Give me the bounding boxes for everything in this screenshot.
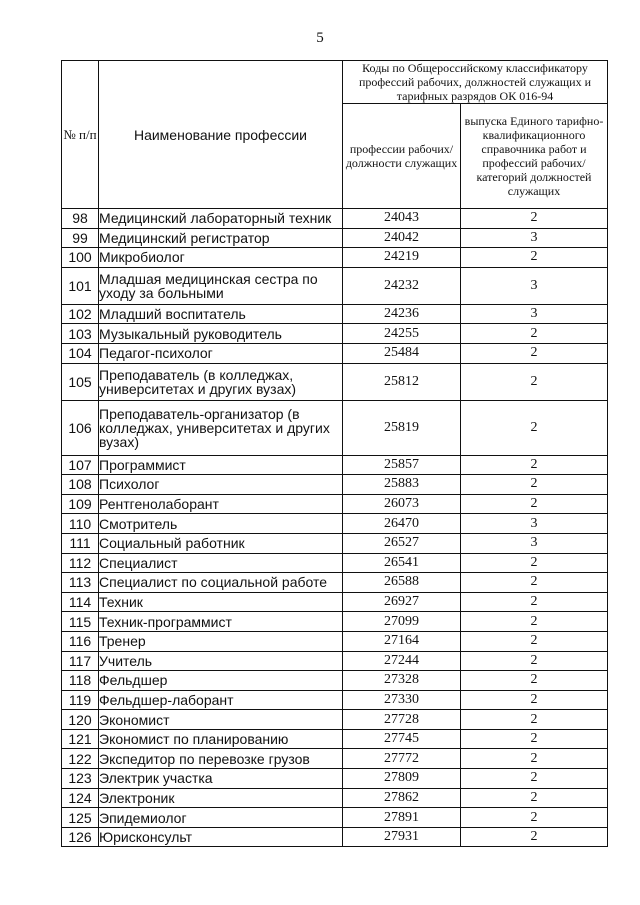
- table-row: [62, 209, 608, 229]
- profession-name: Фельдшер: [99, 671, 343, 691]
- profession-name: Техник-программист: [99, 612, 343, 632]
- table-row: [62, 475, 608, 495]
- row-number: 101: [62, 267, 99, 304]
- profession-code: 27745: [343, 729, 461, 749]
- row-number: 108: [62, 475, 99, 495]
- header-etks-grade: выпуска Единого тарифно-квалификационного справочника работ и профессий рабочих/категорий должностей служащих: [461, 104, 608, 209]
- header-classifier-codes: Коды по Общероссийскому классификатору профессий рабочих, должностей служащих и тарифных разрядов ОК 016-94: [343, 61, 608, 104]
- row-number: 102: [62, 304, 99, 324]
- profession-code: 26588: [343, 573, 461, 593]
- table-row: [62, 592, 608, 612]
- profession-code: 24232: [343, 267, 461, 304]
- profession-name: Специалист по социальной работе: [99, 573, 343, 593]
- table-row: [62, 228, 608, 248]
- profession-code: 27809: [343, 769, 461, 789]
- profession-code: 26541: [343, 553, 461, 573]
- header-profession-name: Наименование профессии: [99, 61, 343, 209]
- profession-name: Младшая медицинская сестра по уходу за больными: [99, 267, 343, 304]
- profession-code: 26527: [343, 533, 461, 553]
- table-row: [62, 769, 608, 789]
- table-row: [62, 710, 608, 730]
- profession-name: Экономист: [99, 710, 343, 730]
- profession-name: Техник: [99, 592, 343, 612]
- profession-code: 26073: [343, 494, 461, 514]
- profession-code: 27772: [343, 749, 461, 769]
- table-row: [62, 363, 608, 400]
- etks-grade: 3: [461, 533, 608, 553]
- row-number: 125: [62, 808, 99, 828]
- etks-grade: 2: [461, 553, 608, 573]
- profession-name: Специалист: [99, 553, 343, 573]
- profession-code: 27891: [343, 808, 461, 828]
- profession-code: 24236: [343, 304, 461, 324]
- table-row: [62, 749, 608, 769]
- row-number: 104: [62, 343, 99, 363]
- profession-name: Программист: [99, 455, 343, 475]
- profession-name: Экспедитор по перевозке грузов: [99, 749, 343, 769]
- table-row: [62, 343, 608, 363]
- table-row: [62, 267, 608, 304]
- profession-code: 27931: [343, 827, 461, 847]
- row-number: 100: [62, 248, 99, 268]
- etks-grade: 2: [461, 749, 608, 769]
- profession-code: 24042: [343, 228, 461, 248]
- table-row: [62, 612, 608, 632]
- row-number: 110: [62, 514, 99, 534]
- profession-code: 27099: [343, 612, 461, 632]
- table-row: [62, 324, 608, 344]
- profession-name: Электроник: [99, 788, 343, 808]
- profession-code: 26470: [343, 514, 461, 534]
- row-number: 109: [62, 494, 99, 514]
- profession-code: 24043: [343, 209, 461, 229]
- row-number: 106: [62, 400, 99, 455]
- row-number: 124: [62, 788, 99, 808]
- header-number: № п/п: [62, 61, 99, 209]
- profession-code: 27728: [343, 710, 461, 730]
- etks-grade: 2: [461, 710, 608, 730]
- profession-name: Музыкальный руководитель: [99, 324, 343, 344]
- profession-code: 27862: [343, 788, 461, 808]
- profession-name: Электрик участка: [99, 769, 343, 789]
- etks-grade: 2: [461, 729, 608, 749]
- profession-name: Психолог: [99, 475, 343, 495]
- etks-grade: 2: [461, 363, 608, 400]
- etks-grade: 2: [461, 573, 608, 593]
- row-number: 116: [62, 631, 99, 651]
- row-number: 121: [62, 729, 99, 749]
- row-number: 122: [62, 749, 99, 769]
- profession-name: Социальный работник: [99, 533, 343, 553]
- table-row: [62, 808, 608, 828]
- table-row: [62, 533, 608, 553]
- etks-grade: 2: [461, 808, 608, 828]
- etks-grade: 2: [461, 475, 608, 495]
- table-row: [62, 573, 608, 593]
- etks-grade: 2: [461, 343, 608, 363]
- row-number: 111: [62, 533, 99, 553]
- header-profession-code: профессии рабочих/ должности служащих: [343, 104, 461, 209]
- row-number: 119: [62, 690, 99, 710]
- etks-grade: 3: [461, 514, 608, 534]
- profession-name: Юрисконсульт: [99, 827, 343, 847]
- table-row: [62, 455, 608, 475]
- row-number: 99: [62, 228, 99, 248]
- table-row: [62, 690, 608, 710]
- row-number: 103: [62, 324, 99, 344]
- profession-code: 27244: [343, 651, 461, 671]
- etks-grade: 2: [461, 827, 608, 847]
- profession-name: Рентгенолаборант: [99, 494, 343, 514]
- profession-name: Педагог-психолог: [99, 343, 343, 363]
- etks-grade: 2: [461, 612, 608, 632]
- row-number: 114: [62, 592, 99, 612]
- etks-grade: 3: [461, 267, 608, 304]
- table-row: [62, 651, 608, 671]
- table-row: [62, 304, 608, 324]
- etks-grade: 2: [461, 248, 608, 268]
- row-number: 117: [62, 651, 99, 671]
- etks-grade: 2: [461, 788, 608, 808]
- table-row: [62, 631, 608, 651]
- etks-grade: 2: [461, 671, 608, 691]
- profession-name: Тренер: [99, 631, 343, 651]
- page-number: 5: [316, 30, 324, 46]
- profession-name: Смотритель: [99, 514, 343, 534]
- profession-code: 27330: [343, 690, 461, 710]
- professions-table: [61, 60, 608, 847]
- etks-grade: 2: [461, 455, 608, 475]
- profession-code: 27328: [343, 671, 461, 691]
- etks-grade: 3: [461, 228, 608, 248]
- profession-name: Преподаватель-организатор (в колледжах, университетах и других вузах): [99, 400, 343, 455]
- profession-code: 27164: [343, 631, 461, 651]
- etks-grade: 2: [461, 690, 608, 710]
- profession-code: 25883: [343, 475, 461, 495]
- profession-code: 25812: [343, 363, 461, 400]
- table-row: [62, 553, 608, 573]
- profession-code: 25857: [343, 455, 461, 475]
- row-number: 118: [62, 671, 99, 691]
- table-row: [62, 248, 608, 268]
- profession-name: Экономист по планированию: [99, 729, 343, 749]
- table-body: [62, 209, 608, 847]
- table-row: [62, 827, 608, 847]
- row-number: 120: [62, 710, 99, 730]
- profession-name: Фельдшер-лаборант: [99, 690, 343, 710]
- row-number: 126: [62, 827, 99, 847]
- table-row: [62, 400, 608, 455]
- etks-grade: 2: [461, 494, 608, 514]
- row-number: 113: [62, 573, 99, 593]
- table-row: [62, 494, 608, 514]
- table-row: [62, 671, 608, 691]
- table-row: [62, 514, 608, 534]
- table-row: [62, 729, 608, 749]
- row-number: 115: [62, 612, 99, 632]
- etks-grade: 2: [461, 400, 608, 455]
- etks-grade: 2: [461, 324, 608, 344]
- row-number: 107: [62, 455, 99, 475]
- etks-grade: 2: [461, 592, 608, 612]
- profession-name: Младший воспитатель: [99, 304, 343, 324]
- profession-name: Медицинский регистратор: [99, 228, 343, 248]
- profession-name: Микробиолог: [99, 248, 343, 268]
- profession-name: Эпидемиолог: [99, 808, 343, 828]
- profession-name: Преподаватель (в колледжах, университетах и других вузах): [99, 363, 343, 400]
- row-number: 105: [62, 363, 99, 400]
- row-number: 98: [62, 209, 99, 229]
- profession-code: 26927: [343, 592, 461, 612]
- profession-name: Медицинский лабораторный техник: [99, 209, 343, 229]
- profession-code: 24255: [343, 324, 461, 344]
- etks-grade: 3: [461, 304, 608, 324]
- etks-grade: 2: [461, 631, 608, 651]
- profession-name: Учитель: [99, 651, 343, 671]
- row-number: 123: [62, 769, 99, 789]
- table-row: [62, 788, 608, 808]
- etks-grade: 2: [461, 651, 608, 671]
- profession-code: 25484: [343, 343, 461, 363]
- table-header: [62, 61, 608, 209]
- etks-grade: 2: [461, 209, 608, 229]
- profession-code: 24219: [343, 248, 461, 268]
- profession-code: 25819: [343, 400, 461, 455]
- etks-grade: 2: [461, 769, 608, 789]
- row-number: 112: [62, 553, 99, 573]
